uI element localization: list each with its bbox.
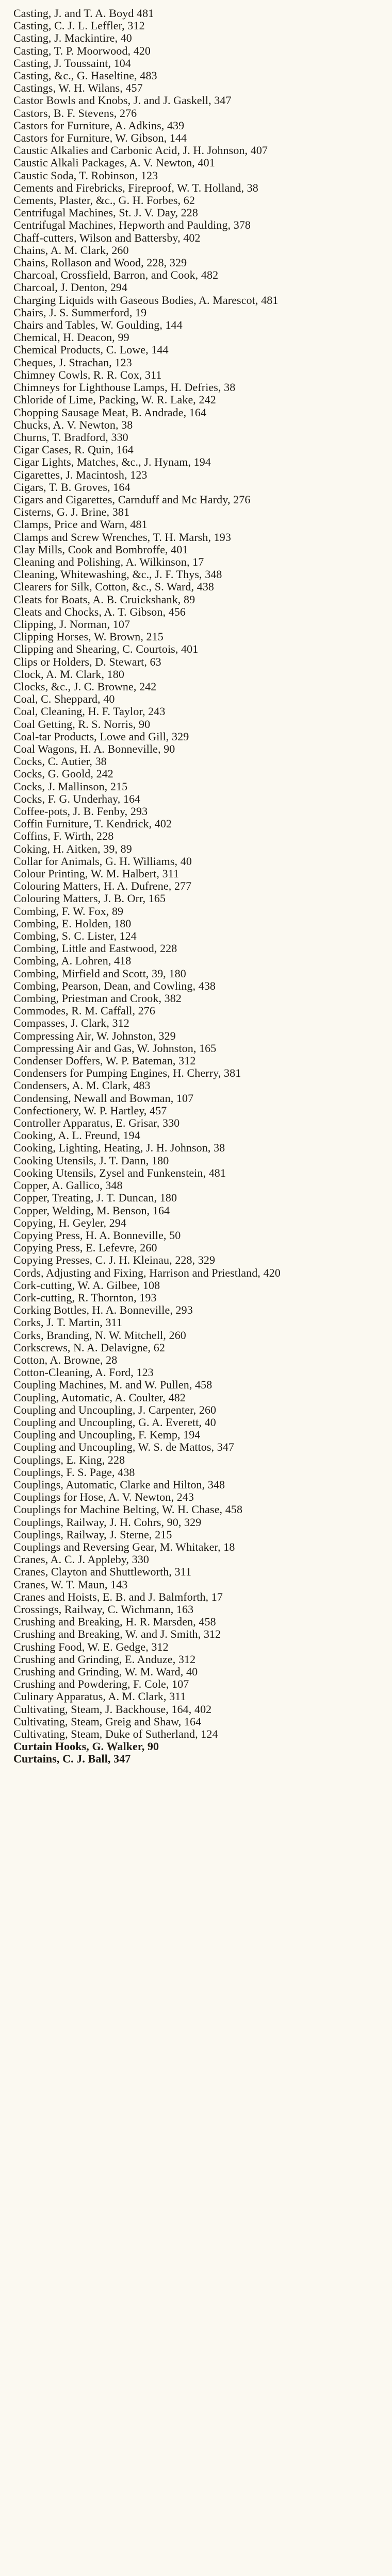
index-entry: Colour Printing, W. M. Halbert, 311	[13, 867, 179, 880]
index-entry: Cork-cutting, W. A. Gilbee, 108	[13, 1278, 160, 1292]
index-entry: Cleats and Chocks, A. T. Gibson, 456	[13, 605, 186, 618]
index-entry: Couplings, E. King, 228	[13, 1453, 125, 1466]
index-entry: Curtain Hooks, G. Walker, 90	[13, 1740, 159, 1753]
index-entry: Clipping and Shearing, C. Courtois, 401	[13, 642, 199, 656]
index-entry: Clock, A. M. Clark, 180	[13, 667, 124, 681]
index-entry: Crushing and Grinding, E. Anduze, 312	[13, 1652, 196, 1666]
index-entry: Casting, T. P. Moorwood, 420	[13, 44, 151, 57]
index-entry: Chairs, J. S. Summerford, 19	[13, 306, 147, 319]
index-entry: Chaff-cutters, Wilson and Battersby, 402	[13, 231, 201, 244]
index-entry: Chloride of Lime, Packing, W. R. Lake, 242	[13, 393, 216, 406]
index-entry: Coffins, F. Wirth, 228	[13, 829, 114, 843]
index-entry: Couplings and Reversing Gear, M. Whitaker, 18	[13, 1540, 235, 1553]
index-entry: Colouring Matters, H. A. Dufrene, 277	[13, 879, 192, 893]
index-entry: Cocks, C. Autier, 38	[13, 755, 107, 768]
index-entry: Combing, Little and Eastwood, 228	[13, 942, 177, 955]
index-entry: Casting, J. Mackintire, 40	[13, 31, 132, 45]
index-entry: Combing, F. W. Fox, 89	[13, 904, 124, 918]
index-entry: Compasses, J. Clark, 312	[13, 1016, 129, 1030]
index-entry: Copper, A. Gallico, 348	[13, 1179, 123, 1192]
index-entry: Copper, Welding, M. Benson, 164	[13, 1204, 170, 1217]
index-entry: Cements and Firebricks, Fireproof, W. T. Holland, 38	[13, 181, 258, 194]
index-entry: Copying Press, H. A. Bonneville, 50	[13, 1228, 181, 1242]
index-entry: Cranes, A. C. J. Appleby, 330	[13, 1553, 150, 1566]
index-entry: Cigars and Cigarettes, Carnduff and Mc Hardy, 276	[13, 493, 251, 506]
index-entry: Combing, Pearson, Dean, and Cowling, 438	[13, 979, 216, 992]
index-entry: Clips or Holders, D. Stewart, 63	[13, 655, 161, 668]
index-entry: Coupling Machines, M. and W. Pullen, 458	[13, 1378, 213, 1392]
index-entry: Combing, Priestman and Crook, 382	[13, 992, 182, 1005]
index-entry: Condensing, Newall and Bowman, 107	[13, 1091, 194, 1105]
index-entry: Coupling, Automatic, A. Coulter, 482	[13, 1391, 186, 1404]
index-entry: Cocks, J. Mallinson, 215	[13, 779, 128, 793]
index-entry: Castors for Furniture, W. Gibson, 144	[13, 131, 187, 145]
index-entry: Couplings, Railway, J. H. Cohrs, 90, 329	[13, 1515, 202, 1529]
index-entry: Coupling and Uncoupling, J. Carpenter, 260	[13, 1403, 217, 1416]
index-entry: Caustic Soda, T. Robinson, 123	[13, 168, 158, 182]
index-entry: Caustic Alkalies and Carbonic Acid, J. H. Johnson, 407	[13, 144, 268, 157]
index-entry: Cotton, A. Browne, 28	[13, 1353, 118, 1366]
index-entry: Casting, J. Toussaint, 104	[13, 56, 132, 70]
index-entry: Coal-tar Products, Lowe and Gill, 329	[13, 730, 189, 743]
index-entry: Cultivating, Steam, Greig and Shaw, 164	[13, 1715, 202, 1728]
index-entry: Controller Apparatus, E. Grisar, 330	[13, 1116, 180, 1130]
index-entry: Clamps and Screw Wrenches, T. H. Marsh, 193	[13, 530, 231, 544]
index-entry: Centrifugal Machines, Hepworth and Paulding, 378	[13, 218, 251, 232]
index-entry: Cranes and Hoists, E. B. and J. Balmforth, 17	[13, 1590, 223, 1603]
index-entry: Cigar Lights, Matches, &c., J. Hynam, 194	[13, 455, 211, 469]
index-entry: Crushing and Breaking, H. R. Marsden, 458	[13, 1615, 216, 1629]
index-entry: Cotton-Cleaning, A. Ford, 123	[13, 1366, 154, 1379]
index-entry: Couplings for Machine Belting, W. H. Chase, 458	[13, 1503, 243, 1516]
index-entry: Cork-cutting, R. Thornton, 193	[13, 1291, 157, 1304]
index-entry: Castors for Furniture, A. Adkins, 439	[13, 118, 185, 132]
index-entry: Cleaning, Whitewashing, &c., J. F. Thys, 348	[13, 568, 222, 581]
index-entry: Centrifugal Machines, St. J. V. Day, 228	[13, 206, 199, 219]
index-entry: Cements, Plaster, &c., G. H. Forbes, 62	[13, 194, 195, 207]
index-entry: Clamps, Price and Warn, 481	[13, 518, 148, 531]
index-entry: Curtains, C. J. Ball, 347	[13, 1752, 131, 1766]
index-entry: Corking Bottles, H. A. Bonneville, 293	[13, 1303, 193, 1317]
index-entry: Couplings, Automatic, Clarke and Hilton, 348	[13, 1478, 225, 1491]
index-entry: Coupling and Uncoupling, F. Kemp, 194	[13, 1428, 201, 1442]
index-entry: Crossings, Railway, C. Wichmann, 163	[13, 1603, 194, 1616]
index-entry: Copying, H. Geyler, 294	[13, 1216, 126, 1229]
index-entry: Combing, A. Lohren, 418	[13, 954, 132, 968]
index-entry: Casting, &c., G. Haseltine, 483	[13, 69, 157, 82]
index-entry: Combing, Mirfield and Scott, 39, 180	[13, 967, 186, 980]
patent-index-list	[13, 7, 381, 1766]
index-entry: Corks, Branding, N. W. Mitchell, 260	[13, 1328, 186, 1342]
index-entry: Compressing Air, W. Johnston, 329	[13, 1029, 176, 1042]
index-entry: Cleats for Boats, A. B. Cruickshank, 89	[13, 592, 195, 606]
index-entry: Cisterns, G. J. Brine, 381	[13, 505, 130, 519]
index-entry: Cheques, J. Strachan, 123	[13, 355, 132, 369]
index-entry: Corkscrews, N. A. Delavigne, 62	[13, 1341, 165, 1354]
index-entry: Cocks, G. Goold, 242	[13, 767, 113, 781]
index-entry: Casting, C. J. L. Leffler, 312	[13, 19, 145, 32]
index-entry: Coal Wagons, H. A. Bonneville, 90	[13, 742, 175, 755]
index-entry: Coal, Cleaning, H. F. Taylor, 243	[13, 705, 166, 718]
index-entry: Colouring Matters, J. B. Orr, 165	[13, 892, 166, 905]
index-entry: Chains, Rollason and Wood, 228, 329	[13, 256, 187, 269]
index-entry: Clay Mills, Cook and Bombroffe, 401	[13, 543, 188, 556]
index-entry: Chimneys for Lighthouse Lamps, H. Defries, 38	[13, 381, 236, 394]
index-entry: Castings, W. H. Wilans, 457	[13, 81, 143, 95]
index-entry: Cigarettes, J. Macintosh, 123	[13, 468, 148, 481]
index-entry: Cleaning and Polishing, A. Wilkinson, 17	[13, 555, 204, 568]
index-entry: Castors, B. F. Stevens, 276	[13, 106, 137, 120]
index-entry: Coffin Furniture, T. Kendrick, 402	[13, 817, 172, 831]
index-entry: Charcoal, J. Denton, 294	[13, 281, 128, 294]
index-entry: Clipping Horses, W. Brown, 215	[13, 630, 164, 643]
index-entry: Clipping, J. Norman, 107	[13, 617, 130, 631]
index-entry: Charcoal, Crossfield, Barron, and Cook, 482	[13, 268, 219, 282]
index-entry: Cooking, Lighting, Heating, J. H. Johnson, 38	[13, 1141, 225, 1155]
index-entry: Couplings, F. S. Page, 438	[13, 1465, 135, 1479]
index-entry: Culinary Apparatus, A. M. Clark, 311	[13, 1690, 186, 1703]
index-entry: Chains, A. M. Clark, 260	[13, 243, 129, 257]
index-entry: Cooking Utensils, J. T. Dann, 180	[13, 1154, 169, 1167]
index-entry: Chucks, A. V. Newton, 38	[13, 418, 133, 431]
index-entry: Copying Press, E. Lefevre, 260	[13, 1241, 157, 1255]
index-entry: Cultivating, Steam, Duke of Sutherland, 124	[13, 1727, 218, 1741]
index-entry: Crushing and Breaking, W. and J. Smith, 312	[13, 1628, 221, 1641]
index-entry: Coupling and Uncoupling, G. A. Everett, 40	[13, 1415, 216, 1429]
index-entry: Casting, J. and T. A. Boyd 481	[13, 7, 154, 20]
index-entry: Cigar Cases, R. Quin, 164	[13, 443, 134, 456]
index-entry: Cultivating, Steam, J. Backhouse, 164, 402	[13, 1702, 212, 1716]
index-entry: Corks, J. T. Martin, 311	[13, 1316, 122, 1329]
index-entry: Crushing Food, W. E. Gedge, 312	[13, 1640, 169, 1653]
index-entry: Couplings, Railway, J. Sterne, 215	[13, 1528, 172, 1541]
index-entry: Crushing and Grinding, W. M. Ward, 40	[13, 1665, 198, 1679]
index-entry: Caustic Alkali Packages, A. V. Newton, 401	[13, 156, 215, 170]
index-entry: Charging Liquids with Gaseous Bodies, A. Marescot, 481	[13, 293, 279, 307]
index-entry: Coupling and Uncoupling, W. S. de Mattos, 347	[13, 1440, 234, 1454]
index-entry: Copying Presses, C. J. H. Kleinau, 228, 329	[13, 1253, 216, 1267]
index-entry: Chairs and Tables, W. Goulding, 144	[13, 318, 183, 332]
index-entry: Cooking Utensils, Zysel and Funkenstein, 481	[13, 1166, 226, 1179]
index-entry: Condensers, A. M. Clark, 483	[13, 1079, 151, 1092]
index-entry: Crushing and Powdering, F. Cole, 107	[13, 1677, 189, 1691]
index-entry: Clocks, &c., J. C. Browne, 242	[13, 680, 157, 693]
index-entry: Copper, Treating, J. T. Duncan, 180	[13, 1191, 177, 1205]
index-entry: Coffee-pots, J. B. Fenby, 293	[13, 805, 148, 818]
index-entry: Chimney Cowls, R. R. Cox, 311	[13, 368, 162, 381]
index-entry: Coal, C. Sheppard, 40	[13, 692, 115, 706]
index-entry: Cranes, W. T. Maun, 143	[13, 1578, 128, 1591]
index-entry: Cords, Adjusting and Fixing, Harrison and Priestland, 420	[13, 1266, 281, 1279]
index-entry: Collar for Animals, G. H. Williams, 40	[13, 854, 192, 868]
index-entry: Chemical Products, C. Lowe, 144	[13, 343, 169, 357]
index-entry: Cocks, F. G. Underhay, 164	[13, 792, 141, 805]
index-entry: Churns, T. Bradford, 330	[13, 430, 128, 444]
index-entry: Chopping Sausage Meat, B. Andrade, 164	[13, 405, 207, 419]
index-entry: Condensers for Pumping Engines, H. Cherry, 381	[13, 1066, 241, 1080]
index-entry: Cooking, A. L. Freund, 194	[13, 1129, 140, 1142]
index-entry: Couplings for Hose, A. V. Newton, 243	[13, 1490, 194, 1504]
index-entry: Combing, S. C. Lister, 124	[13, 929, 137, 943]
index-entry: Confectionery, W. P. Hartley, 457	[13, 1104, 167, 1117]
index-entry: Commodes, R. M. Caffall, 276	[13, 1004, 155, 1018]
index-entry: Clearers for Silk, Cotton, &c., S. Ward, 438	[13, 580, 215, 594]
index-entry: Coking, H. Aitken, 39, 89	[13, 842, 132, 855]
index-entry: Chemical, H. Deacon, 99	[13, 331, 129, 344]
index-entry: Cigars, T. B. Groves, 164	[13, 480, 130, 494]
index-entry: Compressing Air and Gas, W. Johnston, 165	[13, 1041, 217, 1055]
index-entry: Castor Bowls and Knobs, J. and J. Gaskell, 347	[13, 94, 232, 107]
index-entry: Coal Getting, R. S. Norris, 90	[13, 717, 151, 731]
index-entry: Combing, E. Holden, 180	[13, 917, 132, 930]
index-entry: Condenser Doffers, W. P. Bateman, 312	[13, 1054, 196, 1067]
index-entry: Cranes, Clayton and Shuttleworth, 311	[13, 1565, 192, 1579]
